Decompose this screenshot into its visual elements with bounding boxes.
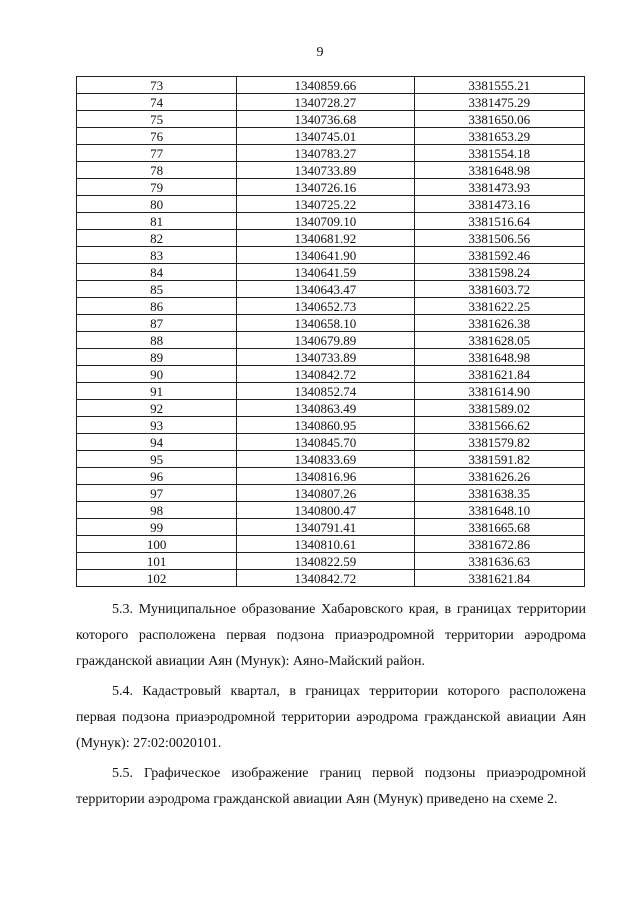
table-row bbox=[77, 230, 585, 247]
table-row bbox=[77, 468, 585, 485]
point-number-cell: 79 bbox=[77, 179, 237, 196]
table-row bbox=[77, 349, 585, 366]
y-coordinate-cell: 3381473.93 bbox=[414, 179, 584, 196]
paragraph-5-4: 5.4. Кадастровый квартал, в границах территории которого расположена первая подзона приаэродромной территории аэродрома гражданской авиации Аян (Мунук): 27:02:0020101. bbox=[76, 684, 586, 751]
table-row bbox=[77, 383, 585, 400]
point-number-cell: 89 bbox=[77, 349, 237, 366]
x-coordinate-cell: 1340736.68 bbox=[237, 111, 414, 128]
page-number: 9 bbox=[316, 45, 324, 60]
y-coordinate-cell: 3381672.86 bbox=[414, 536, 584, 553]
point-number-cell: 95 bbox=[77, 451, 237, 468]
y-coordinate-cell: 3381566.62 bbox=[414, 417, 584, 434]
table-row bbox=[77, 502, 585, 519]
y-coordinate-cell: 3381636.63 bbox=[414, 553, 584, 570]
table-row bbox=[77, 451, 585, 468]
point-number-cell: 96 bbox=[77, 468, 237, 485]
y-coordinate-cell: 3381473.16 bbox=[414, 196, 584, 213]
point-number-cell: 76 bbox=[77, 128, 237, 145]
x-coordinate-cell: 1340733.89 bbox=[237, 349, 414, 366]
x-coordinate-cell: 1340863.49 bbox=[237, 400, 414, 417]
table-row bbox=[77, 417, 585, 434]
point-number-cell: 77 bbox=[77, 145, 237, 162]
x-coordinate-cell: 1340745.01 bbox=[237, 128, 414, 145]
y-coordinate-cell: 3381628.05 bbox=[414, 332, 584, 349]
y-coordinate-cell: 3381554.18 bbox=[414, 145, 584, 162]
y-coordinate-cell: 3381506.56 bbox=[414, 230, 584, 247]
x-coordinate-cell: 1340833.69 bbox=[237, 451, 414, 468]
point-number-cell: 84 bbox=[77, 264, 237, 281]
table-row bbox=[77, 213, 585, 230]
point-number-cell: 99 bbox=[77, 519, 237, 536]
point-number-cell: 74 bbox=[77, 94, 237, 111]
x-coordinate-cell: 1340681.92 bbox=[237, 230, 414, 247]
y-coordinate-cell: 3381589.02 bbox=[414, 400, 584, 417]
point-number-cell: 90 bbox=[77, 366, 237, 383]
x-coordinate-cell: 1340709.10 bbox=[237, 213, 414, 230]
point-number-cell: 83 bbox=[77, 247, 237, 264]
table-row bbox=[77, 111, 585, 128]
coordinates-table bbox=[76, 76, 585, 587]
x-coordinate-cell: 1340652.73 bbox=[237, 298, 414, 315]
y-coordinate-cell: 3381638.35 bbox=[414, 485, 584, 502]
table-row bbox=[77, 570, 585, 587]
x-coordinate-cell: 1340679.89 bbox=[237, 332, 414, 349]
x-coordinate-cell: 1340859.66 bbox=[237, 77, 414, 94]
point-number-cell: 102 bbox=[77, 570, 237, 587]
y-coordinate-cell: 3381516.64 bbox=[414, 213, 584, 230]
y-coordinate-cell: 3381622.25 bbox=[414, 298, 584, 315]
point-number-cell: 80 bbox=[77, 196, 237, 213]
y-coordinate-cell: 3381603.72 bbox=[414, 281, 584, 298]
x-coordinate-cell: 1340842.72 bbox=[237, 366, 414, 383]
table-row bbox=[77, 315, 585, 332]
y-coordinate-cell: 3381665.68 bbox=[414, 519, 584, 536]
y-coordinate-cell: 3381475.29 bbox=[414, 94, 584, 111]
point-number-cell: 86 bbox=[77, 298, 237, 315]
point-number-cell: 85 bbox=[77, 281, 237, 298]
y-coordinate-cell: 3381648.98 bbox=[414, 162, 584, 179]
x-coordinate-cell: 1340643.47 bbox=[237, 281, 414, 298]
x-coordinate-cell: 1340641.90 bbox=[237, 247, 414, 264]
table-row bbox=[77, 332, 585, 349]
point-number-cell: 98 bbox=[77, 502, 237, 519]
paragraph-5-5: 5.5. Графическое изображение границ первой подзоны приаэродромной территории аэродрома гражданской авиации Аян (Мунук) приведено на схеме 2. bbox=[76, 766, 586, 807]
y-coordinate-cell: 3381648.10 bbox=[414, 502, 584, 519]
point-number-cell: 87 bbox=[77, 315, 237, 332]
y-coordinate-cell: 3381598.24 bbox=[414, 264, 584, 281]
table-row bbox=[77, 196, 585, 213]
x-coordinate-cell: 1340852.74 bbox=[237, 383, 414, 400]
x-coordinate-cell: 1340807.26 bbox=[237, 485, 414, 502]
point-number-cell: 81 bbox=[77, 213, 237, 230]
x-coordinate-cell: 1340725.22 bbox=[237, 196, 414, 213]
table-row bbox=[77, 553, 585, 570]
y-coordinate-cell: 3381653.29 bbox=[414, 128, 584, 145]
body-text bbox=[76, 597, 586, 817]
table-row bbox=[77, 264, 585, 281]
table-row bbox=[77, 247, 585, 264]
table-row bbox=[77, 536, 585, 553]
point-number-cell: 73 bbox=[77, 77, 237, 94]
table-row bbox=[77, 281, 585, 298]
table-row bbox=[77, 179, 585, 196]
point-number-cell: 101 bbox=[77, 553, 237, 570]
point-number-cell: 97 bbox=[77, 485, 237, 502]
x-coordinate-cell: 1340816.96 bbox=[237, 468, 414, 485]
point-number-cell: 82 bbox=[77, 230, 237, 247]
y-coordinate-cell: 3381579.82 bbox=[414, 434, 584, 451]
x-coordinate-cell: 1340800.47 bbox=[237, 502, 414, 519]
y-coordinate-cell: 3381650.06 bbox=[414, 111, 584, 128]
x-coordinate-cell: 1340842.72 bbox=[237, 570, 414, 587]
y-coordinate-cell: 3381621.84 bbox=[414, 570, 584, 587]
y-coordinate-cell: 3381626.38 bbox=[414, 315, 584, 332]
table-row bbox=[77, 128, 585, 145]
point-number-cell: 100 bbox=[77, 536, 237, 553]
x-coordinate-cell: 1340791.41 bbox=[237, 519, 414, 536]
table-row bbox=[77, 162, 585, 179]
coordinates-table-body bbox=[77, 77, 585, 587]
x-coordinate-cell: 1340810.61 bbox=[237, 536, 414, 553]
point-number-cell: 94 bbox=[77, 434, 237, 451]
table-row bbox=[77, 400, 585, 417]
y-coordinate-cell: 3381648.98 bbox=[414, 349, 584, 366]
y-coordinate-cell: 3381591.82 bbox=[414, 451, 584, 468]
x-coordinate-cell: 1340845.70 bbox=[237, 434, 414, 451]
y-coordinate-cell: 3381555.21 bbox=[414, 77, 584, 94]
y-coordinate-cell: 3381614.90 bbox=[414, 383, 584, 400]
x-coordinate-cell: 1340822.59 bbox=[237, 553, 414, 570]
table-row bbox=[77, 434, 585, 451]
x-coordinate-cell: 1340726.16 bbox=[237, 179, 414, 196]
y-coordinate-cell: 3381592.46 bbox=[414, 247, 584, 264]
y-coordinate-cell: 3381626.26 bbox=[414, 468, 584, 485]
point-number-cell: 92 bbox=[77, 400, 237, 417]
y-coordinate-cell: 3381621.84 bbox=[414, 366, 584, 383]
paragraph-5-3: 5.3. Муниципальное образование Хабаровского края, в границах территории которого расположена первая подзона приаэродромной территории аэродрома гражданской авиации Аян (Мунук): Аяно-Майский район. bbox=[76, 602, 586, 669]
table-row bbox=[77, 94, 585, 111]
point-number-cell: 93 bbox=[77, 417, 237, 434]
x-coordinate-cell: 1340728.27 bbox=[237, 94, 414, 111]
x-coordinate-cell: 1340641.59 bbox=[237, 264, 414, 281]
x-coordinate-cell: 1340860.95 bbox=[237, 417, 414, 434]
table-row bbox=[77, 366, 585, 383]
point-number-cell: 75 bbox=[77, 111, 237, 128]
x-coordinate-cell: 1340658.10 bbox=[237, 315, 414, 332]
x-coordinate-cell: 1340783.27 bbox=[237, 145, 414, 162]
point-number-cell: 88 bbox=[77, 332, 237, 349]
point-number-cell: 78 bbox=[77, 162, 237, 179]
table-row bbox=[77, 519, 585, 536]
point-number-cell: 91 bbox=[77, 383, 237, 400]
table-row bbox=[77, 485, 585, 502]
table-row bbox=[77, 77, 585, 94]
x-coordinate-cell: 1340733.89 bbox=[237, 162, 414, 179]
table-row bbox=[77, 145, 585, 162]
table-row bbox=[77, 298, 585, 315]
